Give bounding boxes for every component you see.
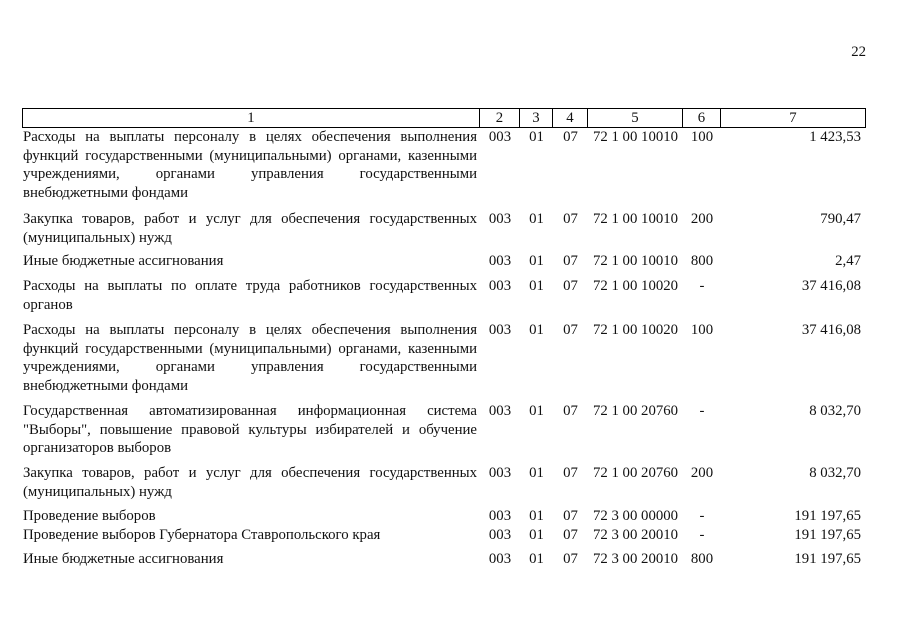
description-line: Закупка товаров, работ и услуг для обеспечения государственных [23, 465, 477, 481]
description-cell [23, 277, 480, 314]
description-line: функций государственными (муниципальными) органами, казенными [23, 340, 477, 357]
description-cell [23, 210, 480, 247]
amount-cell: 8 032,70 [809, 403, 861, 419]
description-cell [23, 128, 480, 203]
expense-type-cell: 100 [690, 129, 714, 145]
section-code-cell: 01 [529, 253, 544, 269]
target-article-cell: 72 3 00 20010 [592, 551, 679, 567]
ministry-code-cell: 003 [488, 527, 512, 543]
amount-cell: 37 416,08 [801, 322, 861, 338]
ministry-code-cell: 003 [488, 211, 512, 227]
table-row [23, 321, 865, 396]
description-line: организаторов выборов [23, 440, 172, 457]
description-cell [23, 526, 480, 545]
description-line: функций государственными (муниципальными) органами, казенными [23, 147, 477, 164]
subsection-code-cell: 07 [563, 278, 578, 294]
target-article-cell: 72 1 00 20760 [592, 403, 679, 419]
expense-type-cell: 800 [690, 551, 714, 567]
amount-cell: 8 032,70 [809, 465, 861, 481]
expense-type-cell: 200 [690, 211, 714, 227]
section-code-cell: 01 [529, 322, 544, 338]
section-code-cell: 01 [529, 278, 544, 294]
table-row [23, 550, 865, 569]
description-cell [23, 252, 480, 271]
amount-cell: 2,47 [835, 253, 861, 269]
target-article-cell: 72 3 00 20010 [592, 527, 679, 543]
description-line: (муниципальных) нужд [23, 229, 172, 246]
subsection-code-cell: 07 [563, 465, 578, 481]
ministry-code-cell: 003 [488, 465, 512, 481]
description-line: Государственная автоматизированная информационная система [23, 403, 477, 419]
description-cell [23, 464, 480, 501]
header-col-6: 6 [683, 109, 721, 127]
amount-cell: 37 416,08 [801, 278, 861, 294]
subsection-code-cell: 07 [563, 508, 578, 524]
target-article-cell: 72 3 00 00000 [592, 508, 679, 524]
header-col-5: 5 [588, 109, 683, 127]
description-line: Расходы на выплаты персоналу в целях обеспечения выполнения [23, 129, 477, 145]
table-row [23, 507, 865, 526]
table-row [23, 464, 865, 501]
target-article-cell: 72 1 00 10020 [592, 278, 679, 294]
target-article-cell: 72 1 00 10010 [592, 129, 679, 145]
description-line: внебюджетными фондами [23, 378, 189, 395]
section-code-cell: 01 [529, 129, 544, 145]
table-row [23, 252, 865, 271]
description-line: Расходы на выплаты по оплате труда работников государственных [23, 278, 477, 294]
amount-cell: 191 197,65 [794, 508, 861, 524]
target-article-cell: 72 1 00 20760 [592, 465, 679, 481]
amount-cell: 191 197,65 [794, 527, 861, 543]
ministry-code-cell: 003 [488, 508, 512, 524]
table-row [23, 402, 865, 458]
target-article-cell: 72 1 00 10010 [592, 253, 679, 269]
description-line: органов [23, 296, 73, 313]
subsection-code-cell: 07 [563, 211, 578, 227]
description-line: Проведение выборов [23, 508, 156, 524]
section-code-cell: 01 [529, 211, 544, 227]
amount-cell: 191 197,65 [794, 551, 861, 567]
section-code-cell: 01 [529, 527, 544, 543]
section-code-cell: 01 [529, 403, 544, 419]
description-cell [23, 550, 480, 569]
ministry-code-cell: 003 [488, 129, 512, 145]
header-col-4: 4 [553, 109, 588, 127]
ministry-code-cell: 003 [488, 551, 512, 567]
expense-type-cell: - [699, 278, 705, 294]
subsection-code-cell: 07 [563, 527, 578, 543]
description-line: Иные бюджетные ассигнования [23, 551, 224, 567]
page-number: 22 [851, 44, 866, 60]
header-col-2: 2 [480, 109, 520, 127]
ministry-code-cell: 003 [488, 403, 512, 419]
section-code-cell: 01 [529, 465, 544, 481]
description-line: внебюджетными фондами [23, 185, 189, 202]
target-article-cell: 72 1 00 10020 [592, 322, 679, 338]
table-header [22, 108, 866, 128]
expense-type-cell: - [699, 508, 705, 524]
description-line: (муниципальных) нужд [23, 483, 172, 500]
header-col-7: 7 [789, 110, 797, 126]
target-article-cell: 72 1 00 10010 [592, 211, 679, 227]
subsection-code-cell: 07 [563, 322, 578, 338]
subsection-code-cell: 07 [563, 253, 578, 269]
expense-type-cell: - [699, 527, 705, 543]
description-cell [23, 507, 480, 526]
expense-type-cell: - [699, 403, 705, 419]
description-line: Иные бюджетные ассигнования [23, 253, 224, 269]
description-line: Закупка товаров, работ и услуг для обеспечения государственных [23, 211, 477, 227]
description-line: учреждениями, органами управления государственными [23, 359, 477, 376]
amount-cell: 790,47 [820, 211, 861, 227]
subsection-code-cell: 07 [563, 403, 578, 419]
section-code-cell: 01 [529, 551, 544, 567]
table-row [23, 526, 865, 545]
description-line: Расходы на выплаты персоналу в целях обеспечения выполнения [23, 322, 477, 338]
table-row [23, 128, 865, 203]
description-line: учреждениями, органами управления государственными [23, 166, 477, 183]
description-line: Проведение выборов Губернатора Ставропольского края [23, 527, 381, 543]
subsection-code-cell: 07 [563, 551, 578, 567]
ministry-code-cell: 003 [488, 253, 512, 269]
description-line: "Выборы", повышение правовой культуры избирателей и обучение [23, 421, 477, 438]
subsection-code-cell: 07 [563, 129, 578, 145]
amount-cell: 1 423,53 [809, 129, 861, 145]
ministry-code-cell: 003 [488, 278, 512, 294]
header-col-1: 1 [23, 109, 480, 127]
table-row [23, 277, 865, 314]
expense-type-cell: 200 [690, 465, 714, 481]
description-cell [23, 321, 480, 396]
ministry-code-cell: 003 [488, 322, 512, 338]
description-cell [23, 402, 480, 458]
expense-type-cell: 100 [690, 322, 714, 338]
header-col-3: 3 [520, 109, 553, 127]
expense-type-cell: 800 [690, 253, 714, 269]
table-row [23, 210, 865, 247]
section-code-cell: 01 [529, 508, 544, 524]
